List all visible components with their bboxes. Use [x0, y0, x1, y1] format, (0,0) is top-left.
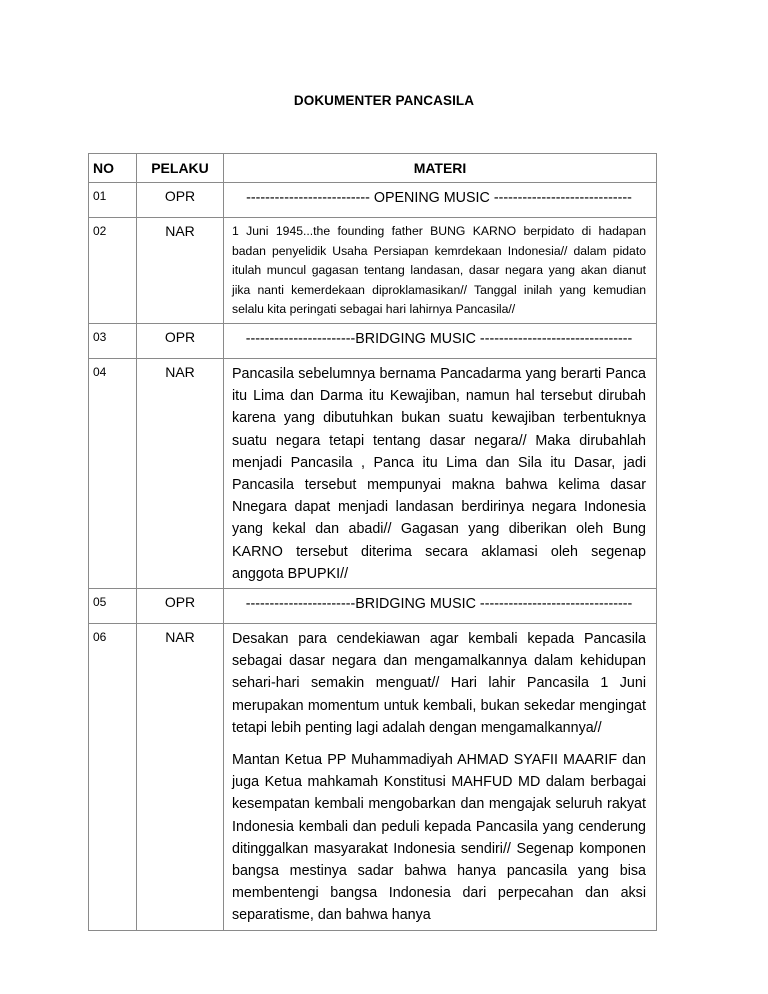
- header-materi: MATERI: [224, 154, 657, 183]
- row-no: 04: [89, 358, 137, 588]
- row-materi: Pancasila sebelumnya bernama Pancadarma yang berarti Panca itu Lima dan Darma itu Kewajiban, namun hal tersebut dirubah karena yang dibutuhkan bukan suatu kewajiban terbentuknya suatu negara tetapi tentang dasar negara// Maka dirubahlah menjadi Pancasila , Panca itu Lima dan Sila itu Dasar, jadi Pancasila tersebut mempunyai makna bahwa kelima dasar Nnegara dapat menjadi landasan berdirinya negara Indonesia yang kekal dan abadi// Gagasan yang diberikan oleh Bung KARNO tersebut diterima secara aklamasi oleh segenap anggota BPUPKI//: [224, 358, 657, 588]
- row-materi: Desakan para cendekiawan agar kembali kepada Pancasila sebagai dasar negara dan mengamalkannya dalam kehidupan sehari-hari semakin menguat// Hari lahir Pancasila 1 Juni merupakan momentum untuk kembali, bukan sekedar mengingat tetapi lebih penting lagi adalah dengan mengamalkannya//: [232, 631, 646, 736]
- row-materi-paragraph-2: Mantan Ketua PP Muhammadiyah AHMAD SYAFII MAARIF dan juga Ketua mahkamah Konstitusi MAHFUD MD dalam berbagai kesempatan kembali mengobarkan dan mengajak seluruh rakyat Indonesia kembali dan peduli kepada Pancasila yang cenderung ditinggalkan masyarakat Indonesia sendiri// Segenap komponen bangsa mestinya sadar bahwa hanya pancasila yang bisa membentengi bangsa Indonesia dari perpecahan dan aksi separatisme, dan bahwa hanya: [232, 752, 646, 924]
- table-row: [89, 358, 657, 588]
- row-materi: -----------------------BRIDGING MUSIC --------------------------------: [224, 323, 657, 358]
- row-materi: -------------------------- OPENING MUSIC -----------------------------: [224, 183, 657, 218]
- row-materi: 1 Juni 1945...the founding father BUNG KARNO berpidato di hadapan badan penyelidik Usaha Persiapan kemrdekaan Indonesia// dalam pidato itulah muncul gagasan tentang landasan, dasar negara yang akan dianut jika nanti kemerdekaan diproklamasikan// Tanggal inilah yang kemudian selalu kita peringati sebagai hari lahirnya Pancasila//: [224, 218, 657, 324]
- row-pelaku: OPR: [137, 323, 224, 358]
- row-no: 02: [89, 218, 137, 324]
- table-row: [89, 589, 657, 624]
- table-row: [89, 183, 657, 218]
- table-row: [89, 218, 657, 324]
- table-header-row: [89, 154, 657, 183]
- row-no: 03: [89, 323, 137, 358]
- row-materi-cell: [224, 624, 657, 931]
- row-pelaku: NAR: [137, 624, 224, 931]
- row-no: 01: [89, 183, 137, 218]
- table-row: [89, 624, 657, 931]
- header-no: NO: [89, 154, 137, 183]
- row-pelaku: NAR: [137, 218, 224, 324]
- header-pelaku: PELAKU: [137, 154, 224, 183]
- document-title: DOKUMENTER PANCASILA: [293, 93, 475, 108]
- row-no: 06: [89, 624, 137, 931]
- table-row: [89, 323, 657, 358]
- script-table: [88, 153, 657, 931]
- row-pelaku: NAR: [137, 358, 224, 588]
- row-no: 05: [89, 589, 137, 624]
- row-pelaku: OPR: [137, 589, 224, 624]
- row-pelaku: OPR: [137, 183, 224, 218]
- row-materi: -----------------------BRIDGING MUSIC --------------------------------: [224, 589, 657, 624]
